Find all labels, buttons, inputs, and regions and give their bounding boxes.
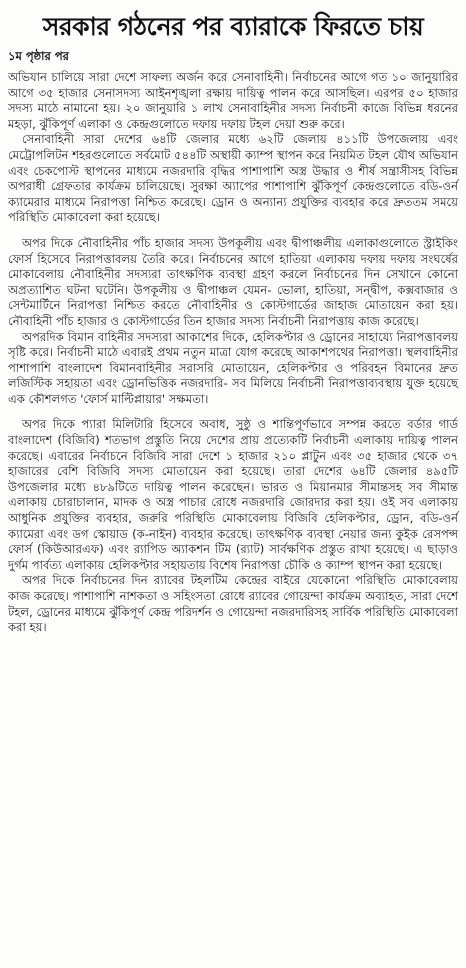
article-paragraph-3: অপর দিকে নৌবাহিনীর পাঁচ হাজার সদস্য উপকূলীয় এবং দ্বীপাঞ্চলীয় এলাকাগুলোতে স্ট্রাইকিং ফোর্স হিসেবে নিরাপত্তাবলয় তৈরি করে। নির্বাচনের আগে হাতিয়া এলাকায় দফায় দফায় সংঘর্ষের মোকাবেলায় নৌবাহিনীর সদস্যরা তাৎক্ষণিক ব্যবস্থা গ্রহণ করলে নির্বাচনের দিন সেখানে কোনো অপ্রত্যাশিত ঘটনা ঘটেনি। উপকূলীয় ও দ্বীপাঞ্চল যেমন- ভোলা, হাতিয়া, সন্দ্বীপ, কক্সবাজার ও সেন্টমার্টিনে নিরাপত্তা নিশ্চিত করতে নৌবাহিনীর ও কোস্টগার্ডের জাহাজ মোতায়েন করা হয়। নৌবাহিনী পাঁচ হাজার ও কোস্টগার্ডের তিন হাজার সদস্য নির্বাচনী নিরাপত্তায় কাজ করেছে। <box>8 235 458 328</box>
article-paragraph-1: অভিযান চালিয়ে সারা দেশে সাফল্য অর্জন করে সেনাবাহিনী। নির্বাচনের আগে গত ১০ জানুয়ারির আগে ৩৫ হাজার সেনাসদস্য আইনশৃঙ্খলা রক্ষায় দায়িত্ব পালন করে আসছিল। এরপর ৫০ হাজার সদস্য মাঠে নামানো হয়। ২০ জানুয়ারি ১ লাখ সেনাবাহিনীর সদস্য নির্বাচনী কাজে বিভিন্ন ধরনের মহড়া, ঝুঁকিপূর্ণ এলাকা ও কেন্দ্রগুলোতে দফায় দফায় টহল দেয়া শুরু করে। <box>8 70 458 131</box>
article-paragraph-4: অপরদিক বিমান বাহিনীর সদস্যরা আকাশের দিকে, হেলিকপ্টার ও ড্রোনের সাহায্যে নিরাপত্তাবলয় সৃষ্টি করে। নির্বাচনী মাঠে এবারই প্রথম নতুন মাত্রা যোগ করেছে আকাশপথের নিরাপত্তা। স্থলবাহিনীর পাশাপাশি বাংলাদেশ বিমানবাহিনীর সরাসরি মোতায়েন, হেলিকপ্টার ও পরিবহন বিমানের দ্রুত লজিস্টিক সহায়তা এবং ড্রোনভিত্তিক নজরদারি- সব মিলিয়ে নির্বাচনী নিরাপত্তাব্যবস্থায় যুক্ত হয়েছে এক কৌশলগত 'ফোর্স মাল্টিপ্লায়ার' সক্ষমতা। <box>8 329 458 406</box>
continued-from-label: ১ম পৃষ্ঠার পর <box>8 49 69 63</box>
article-headline: সরকার গঠনের পর ব্যারাকে ফিরতে চায় <box>42 12 424 41</box>
article-paragraph-2: সেনাবাহিনী সারা দেশের ৬৪টি জেলার মধ্যে ৬২টি জেলায় ৪১১টি উপজেলায় এবং মেট্রোপলিটন শহরগুলোতে সর্বমোট ৫৪৪টি অস্থায়ী ক্যাম্প স্থাপন করে নিয়মিত টহল যৌথ অভিযান এবং চেকপোস্ট স্থাপনের মাধ্যমে নজরদারি বৃদ্ধির পাশাপাশি অস্ত্র উদ্ধার ও শীর্ষ সন্ত্রাসীসহ বিভিন্ন অপরাধী গ্রেফতার কার্যক্রম চালিয়েছে। সুরক্ষা অ্যাপের পাশাপাশি ঝুঁকিপূর্ণ কেন্দ্রগুলোতে বডি-ওর্ন ক্যামেরার মাধ্যমে নিরাপত্তা নিশ্চিত করেছে। ড্রোন ও অন্যান্য প্রযুক্তির ব্যবহার করে দ্রুততম সময়ে পরিস্থিতি মোকাবেলা করা হয়েছে। <box>8 132 458 225</box>
article-paragraph-5: অপর দিকে প্যারা মিলিটারি হিসেবে অবাধ, সুষ্ঠু ও শান্তিপূর্ণভাবে সম্পন্ন করতে বর্ডার গার্ড বাংলাদেশ (বিজিবি) শতভাগ প্রস্তুতি নিয়ে দেশের প্রায় প্রত্যেকটি নির্বাচনী এলাকায় দায়িত্ব পালন করেছে। এবারের নির্বাচনে বিজিবি সারা দেশে ১ হাজার ২১০ প্লাটুন এবং ৩৫ হাজার থেকে ৩৭ হাজারের বেশি বিজিবি সদস্য মোতায়েন করা হয়েছে। তারা দেশের ৬৪টি জেলার ৪৯৫টি উপজেলার মধ্যে ৪৮৯টিতে দায়িত্ব পালন করেছেন। ভারত ও মিয়ানমার সীমান্তসহ সব সীমান্ত এলাকায় চোরাচালান, মাদক ও অস্ত্র পাচার রোধে নজরদারি জোরদার করা হয়। ওই সব এলাকায় আধুনিক প্রযুক্তির ব্যবহার, জরুরি পরিস্থিতি মোকাবেলায় বিজিবি হেলিকপ্টার, ড্রোন, বডি-ওর্ন ক্যামেরা এবং ডগ স্কোয়াড (ক-নাইন) ব্যবহার করেছে। তাৎক্ষণিক ব্যবস্থা নেয়ার জন্য কুইক রেসপন্স ফোর্স (কিউআরএফ) এবং র‌্যাপিড অ্যাকশন টিম (র‌্যাট) সার্বক্ষণিক প্রস্তুত রাখা হয়েছে। এ ছাড়াও দুর্গম পার্বত্য এলাকায় হেলিকপ্টার সহায়তায় বিশেষ নিরাপত্তা চৌকি ও ক্যাম্প স্থাপন করা হয়েছে। <box>8 417 458 572</box>
article-paragraph-6: অপর দিকে নির্বাচনের দিন র‌্যাবের টহলটিম কেন্দ্রের বাইরে যেকোনো পরিস্থিতি মোকাবেলায় কাজ করেছে। পাশাপাশি নাশকতা ও সহিংসতা রোধে র‌্যাবের গোয়েন্দা কার্যক্রম অব্যাহত, সারা দেশে টহল, ড্রোনের মাধ্যমে ঝুঁকিপূর্ণ কেন্দ্র পরিদর্শন ও গোয়েন্দা নজরদারিসহ সার্বিক পরিস্থিতি মোকাবেলা করা হয়। <box>8 573 458 635</box>
